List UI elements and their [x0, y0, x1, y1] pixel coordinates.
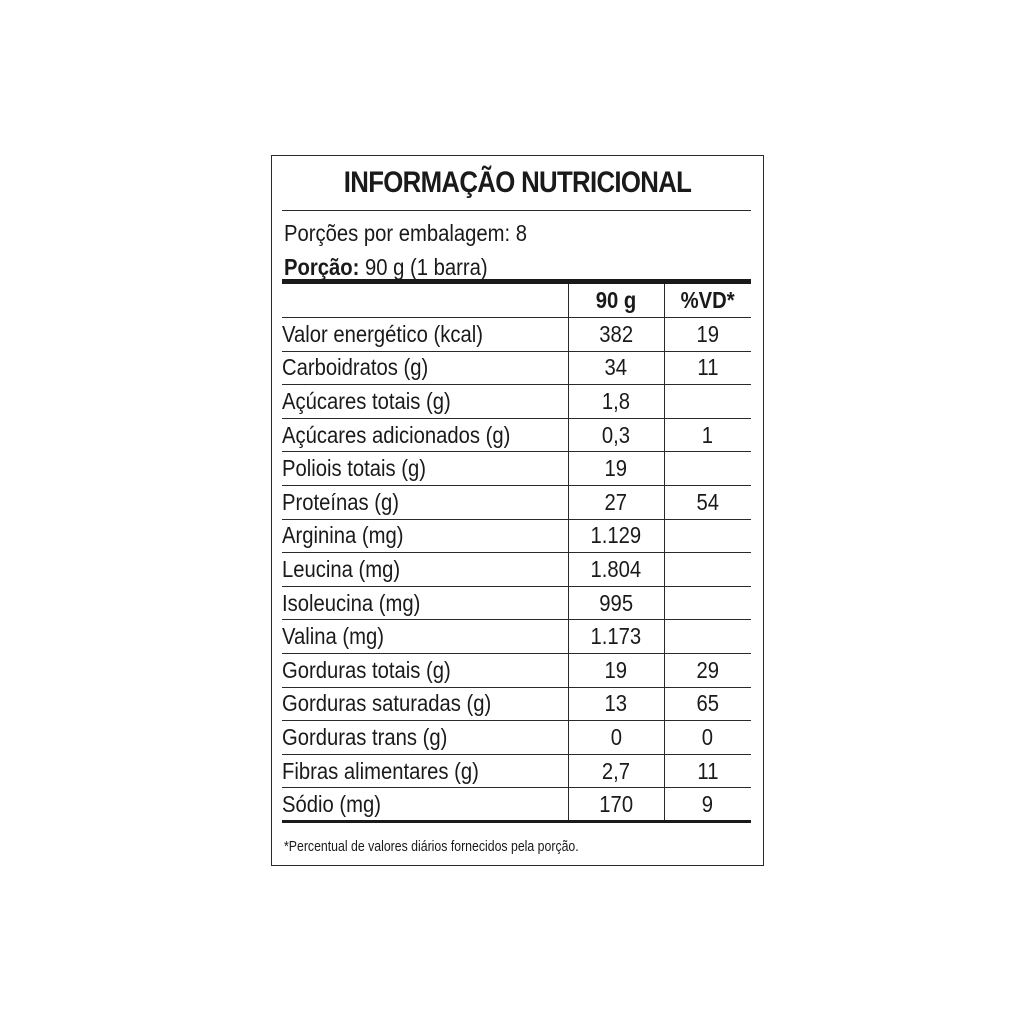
table-row	[282, 385, 751, 419]
table-row	[282, 351, 751, 385]
nutrient-dv: 65	[664, 687, 751, 721]
table-row	[282, 519, 751, 553]
nutrient-amount: 1,8	[568, 385, 664, 419]
nutrient-dv	[664, 452, 751, 486]
table-header-row	[282, 284, 751, 318]
nutrient-dv: 54	[664, 486, 751, 520]
nutrient-name: Leucina (mg)	[282, 553, 568, 587]
table-row	[282, 418, 751, 452]
nutrient-amount: 0	[568, 721, 664, 755]
table-row	[282, 754, 751, 788]
nutrient-name: Açúcares totais (g)	[282, 385, 568, 419]
nutrient-name: Arginina (mg)	[282, 519, 568, 553]
nutrient-name: Gorduras saturadas (g)	[282, 687, 568, 721]
nutrition-facts-label	[271, 155, 764, 866]
nutrient-name: Gorduras totais (g)	[282, 654, 568, 688]
nutrient-dv	[664, 620, 751, 654]
table-row	[282, 788, 751, 822]
nutrient-amount: 13	[568, 687, 664, 721]
nutrient-dv	[664, 385, 751, 419]
table-row	[282, 654, 751, 688]
nutrient-amount: 1.804	[568, 553, 664, 587]
table-row	[282, 586, 751, 620]
nutrient-name: Isoleucina (mg)	[282, 586, 568, 620]
table-row	[282, 486, 751, 520]
nutrient-dv: 0	[664, 721, 751, 755]
nutrient-dv: 19	[664, 318, 751, 352]
nutrient-name: Valina (mg)	[282, 620, 568, 654]
nutrient-amount: 34	[568, 351, 664, 385]
nutrient-dv: 9	[664, 788, 751, 822]
nutrient-name: Fibras alimentares (g)	[282, 754, 568, 788]
table-row	[282, 553, 751, 587]
title-divider	[282, 210, 751, 211]
header-amount: 90 g	[568, 284, 664, 318]
nutrient-name: Sódio (mg)	[282, 788, 568, 822]
servings-per-package: Porções por embalagem: 8	[284, 220, 528, 246]
nutrient-amount: 170	[568, 788, 664, 822]
nutrient-dv: 11	[664, 754, 751, 788]
nutrient-dv	[664, 519, 751, 553]
nutrient-amount: 382	[568, 318, 664, 352]
table-row	[282, 452, 751, 486]
header-daily-value: %VD*	[664, 284, 751, 318]
nutrient-name: Carboidratos (g)	[282, 351, 568, 385]
nutrient-name: Poliois totais (g)	[282, 452, 568, 486]
nutrition-table	[282, 284, 751, 823]
nutrient-amount: 0,3	[568, 418, 664, 452]
nutrient-dv: 29	[664, 654, 751, 688]
serving-info	[284, 216, 527, 284]
nutrient-amount: 1.129	[568, 519, 664, 553]
nutrient-dv	[664, 586, 751, 620]
nutrient-amount: 2,7	[568, 754, 664, 788]
table-row	[282, 721, 751, 755]
nutrient-name: Proteínas (g)	[282, 486, 568, 520]
nutrient-name: Valor energético (kcal)	[282, 318, 568, 352]
footnote: *Percentual de valores diários fornecidos pela porção.	[284, 838, 579, 855]
nutrient-amount: 995	[568, 586, 664, 620]
nutrient-amount: 19	[568, 654, 664, 688]
serving-size-value: 90 g (1 barra)	[359, 254, 488, 280]
nutrient-name: Gorduras trans (g)	[282, 721, 568, 755]
nutrient-amount: 19	[568, 452, 664, 486]
table-row	[282, 687, 751, 721]
nutrient-amount: 27	[568, 486, 664, 520]
table-row	[282, 318, 751, 352]
serving-size-label: Porção:	[284, 254, 360, 280]
label-title: INFORMAÇÃO NUTRICIONAL	[343, 166, 692, 199]
nutrient-dv: 11	[664, 351, 751, 385]
nutrient-dv	[664, 553, 751, 587]
nutrient-amount: 1.173	[568, 620, 664, 654]
header-empty-cell	[282, 284, 568, 318]
table-row	[282, 620, 751, 654]
nutrient-name: Açúcares adicionados (g)	[282, 418, 568, 452]
nutrient-dv: 1	[664, 418, 751, 452]
